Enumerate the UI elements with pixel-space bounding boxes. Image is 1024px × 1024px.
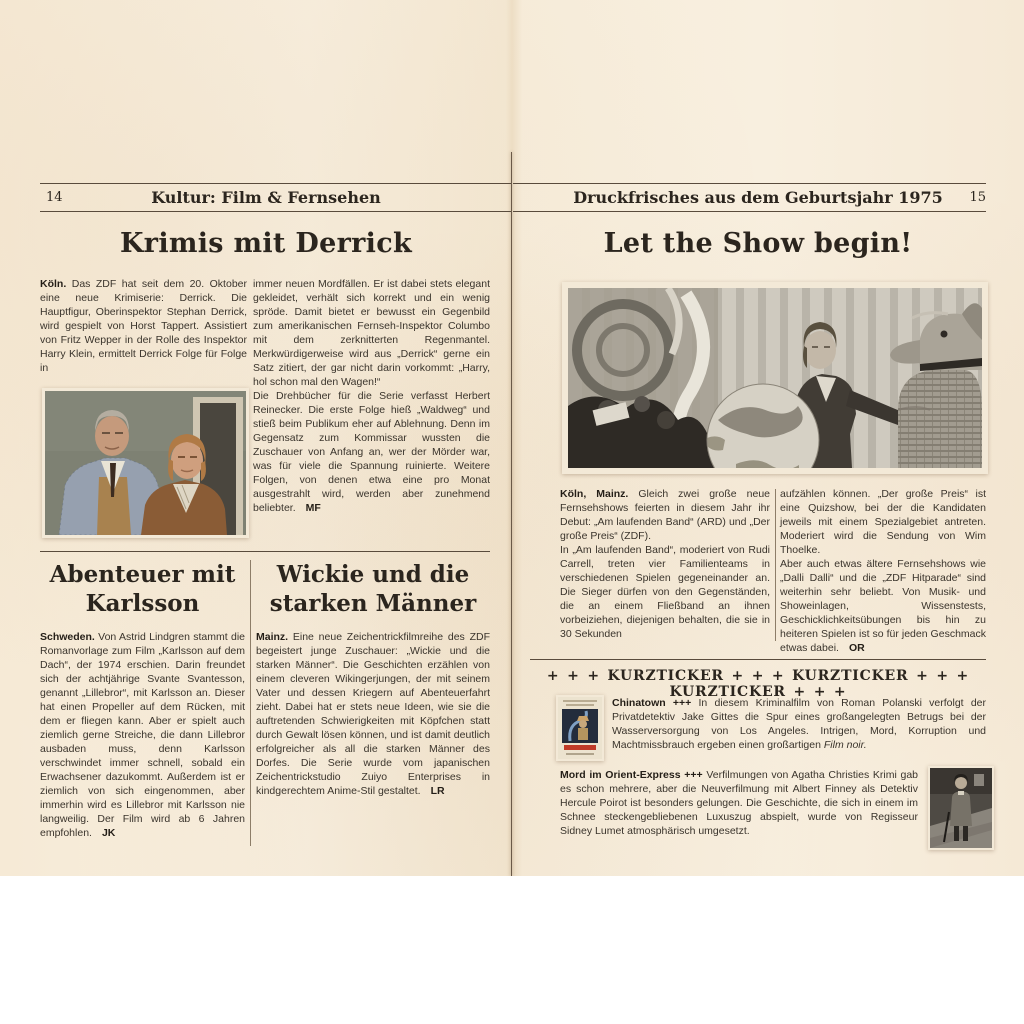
derrick-photo-illustration <box>45 391 246 535</box>
ticker-lead-orient-express: Mord im Orient-Express +++ <box>560 769 703 781</box>
show-paragraph-1 <box>560 487 770 543</box>
article-title-wickie: Wickie und die starken Männer <box>269 561 477 617</box>
derrick-photo <box>42 388 249 538</box>
karlsson-text: Von Astrid Lindgren stammt die Romanvorlage zum Film „Karlsson auf dem Dach“, der 1974 erschien. Darin freundet sich der achtjährige Svante Svantesson, genannt „Lillebror“, mit Karlsson an. Dieser hat einen Propeller auf dem Rücken, mit dem er fliegen kann. Aber er spielt auch ziemlich gerne Streiche, die dann Lillebror ausbaden muss, denn Karlsson verschwindet immer schnell, sobald ein Erwachsener dazukommt. Außerdem ist er ziemlich von sich eingenommen, aber immerhin wird es Lillebror mit Karlsson nie langweilig. Der Film wird ab 6 Jahren empfohlen. <box>40 631 245 839</box>
tv-show-photo-illustration <box>568 288 982 468</box>
tv-show-photo <box>562 282 988 474</box>
derrick-column-2 <box>253 277 490 515</box>
ticker-text-orient-express: Verfilmungen von Agatha Christies Krimi gab es schon mehrere, aber die Neuverfilmung mit Albert Finney als Detektiv Hercule Poirot ist besonders gelungen. Die Geschichte, die sich in einem im Schnee steckengebliebenen Luxuszug abspielt, wurde von Regisseur Sidney Lumet atmosphärisch umgesetzt. <box>560 769 919 837</box>
orient-express-photo <box>928 766 994 850</box>
page-number-right: 15 <box>969 190 986 205</box>
author-initials-or: OR <box>848 642 865 654</box>
show-paragraph-2 <box>560 543 770 641</box>
derrick-col2-text-2: Die Drehbücher für die Serie verfasst Herbert Reinecker. Die erste Folge hieß „Waldweg“ und stieß beim Publikum eher auf Ablehnung. Denn im Gegensatz zum Kommissar wussten die Zuschauer von Anfang an, wer der Mörder war, was für viele die Spannung ruinierte. Weitere Folgen, von denen etwa eine pro Monat ausgestrahlt wird, werden aber zunehmend beliebter. <box>253 390 490 514</box>
page-number-left: 14 <box>46 190 63 205</box>
ticker-item-chinatown <box>612 696 986 752</box>
right-page-column-divider <box>775 489 776 641</box>
wickie-text-block <box>256 630 490 798</box>
left-page-header-title: Kultur: Film & Fernsehen <box>151 188 381 207</box>
author-initials-jk: JK <box>101 827 116 839</box>
derrick-paragraph-1 <box>40 277 247 375</box>
karlsson-text-block <box>40 630 245 840</box>
article-karlsson <box>40 560 245 840</box>
dateline-koeln-mainz: Köln, Mainz. <box>560 488 629 500</box>
derrick-paragraph-3 <box>253 389 490 515</box>
left-page-section-rule <box>40 551 490 552</box>
right-header-rule-top <box>513 183 986 184</box>
wickie-paragraph <box>256 630 490 798</box>
right-header-rule-bottom <box>513 211 986 212</box>
show-col1-text-2: In „Am laufenden Band“, moderiert von Rudi Carrell, treten vier Familienteams in verschiedenen Spielen gegeneinander an. Die Sieger dürfen von den Gegenständen, die an einem Fließband an ihnen vorbeiziehen, diejenigen behalten, die sie in 30 Sekunden <box>560 544 770 640</box>
orient-express-photo-illustration <box>930 768 992 848</box>
show-paragraph-3 <box>780 487 986 557</box>
article-title-derrick: Krimis mit Derrick <box>120 228 412 259</box>
author-initials-mf: MF <box>305 502 321 514</box>
dateline-mainz: Mainz. <box>256 631 289 643</box>
ticker-italic-chinatown: Film noir. <box>823 739 867 751</box>
kurzticker-banner: + + + KURZTICKER + + + KURZTICKER + + + KURZTICKER + + + <box>546 668 970 700</box>
show-col2-text-1: aufzählen können. „Der große Preis“ ist eine Quizshow, bei der die Kandidaten jeweils mit einem Spezialgebiet antreten. Moderiert wird die Sendung von Wim Thoelke. <box>780 488 986 556</box>
derrick-col2-text-1: immer neuen Mordfällen. Er ist dabei stets elegant gekleidet, verhält sich korrekt und ein wenig spröde. Damit bietet er bewusst ein Gegenbild zum amerikanischen Fernseh-Inspektor Columbo mit dem zerknitterten Regenmantel. Merkwürdigerweise wird aus „Derrick“ gerne ein Satz zitiert, der gar nicht darin vorkommt: „Harry, hol schon mal den Wagen!“ <box>253 278 490 388</box>
show-col2-text-2: Aber auch etwas ältere Fernsehshows wie „Dalli Dalli“ und die „ZDF Hitparade“ sind weiterhin sehr beliebt. Von Musik- und Showeinlagen, Wissenstests, Geschicklichkeitsübungen bis hin zu heiteren Spielen ist so für jeden Geschmack etwas dabei. <box>780 558 986 654</box>
derrick-column-1 <box>40 277 247 375</box>
background-margin <box>0 876 1024 1024</box>
center-fold-line <box>511 152 512 876</box>
show-column-2 <box>780 487 986 655</box>
derrick-paragraph-2 <box>253 277 490 389</box>
left-header-rule-top <box>40 183 511 184</box>
dateline-koeln: Köln. <box>40 278 67 290</box>
left-page-column-divider <box>250 560 251 846</box>
ticker-lead-chinatown: Chinatown +++ <box>612 697 692 709</box>
show-col1-text-1: Gleich zwei große neue Fernsehshows feierten in diesem Jahr ihr Debut: „Am laufenden Band“ (ARD) und „Der große Preis“ (ZDF). <box>560 488 771 542</box>
chinatown-poster <box>556 695 604 761</box>
kurzticker-rule <box>530 659 986 660</box>
show-column-1 <box>560 487 770 641</box>
right-page-header-title: Druckfrisches aus dem Geburtsjahr 1975 <box>573 188 943 207</box>
dateline-schweden: Schweden. <box>40 631 95 643</box>
ticker-text-chinatown: In diesem Kriminalfilm von Roman Polanski verfolgt der Privatdetektiv Jake Gittes die Spur eines großangelegten Betrugs bei der Wasserversorgung von Los Angeles. Intrigen, Mord, Korruption und Machtmissbrauch ergeben einen großartigen <box>612 697 986 751</box>
ticker-item-orient-express <box>560 768 918 838</box>
show-paragraph-4 <box>780 557 986 655</box>
article-wickie <box>256 560 490 798</box>
author-initials-lr: LR <box>430 785 445 797</box>
left-header-rule-bottom <box>40 211 511 212</box>
wickie-text: Eine neue Zeichentrickfilmreihe des ZDF begeistert junge Zuschauer: „Wickie und die starken Männer“. Die Geschichten erzählen von einem cleveren Wikingerjungen, der mit seinem Vater und dessen Kriegern auf Abenteuerfahrt zieht. Dabei hat er stets neue Ideen, wie sie die auftretenden Schwierigkeiten mit Köpfchen statt durch Gewalt lösen können, und ist damit deutlich erfolgreicher als all die starken Männer des Dorfes. Die Serie wurde vom japanischen Zeichentrickstudio Zuiyo Enterprises in kindgerechtem Anime-Stil gestaltet. <box>256 631 490 797</box>
article-title-karlsson: Abenteuer mit Karlsson <box>49 561 236 617</box>
derrick-col1-text: Das ZDF hat seit dem 20. Oktober eine neue Krimiserie: Derrick. Die Hauptfigur, Oberinspektor Stephan Derrick, wird gespielt von Horst Tappert. Assistiert von Fritz Wepper in der Rolle des Inspektor Harry Klein, ermittelt Derrick Folge für Folge in <box>40 278 247 374</box>
karlsson-paragraph <box>40 630 245 840</box>
article-title-show: Let the Show begin! <box>603 228 913 259</box>
chinatown-poster-illustration <box>558 697 602 759</box>
